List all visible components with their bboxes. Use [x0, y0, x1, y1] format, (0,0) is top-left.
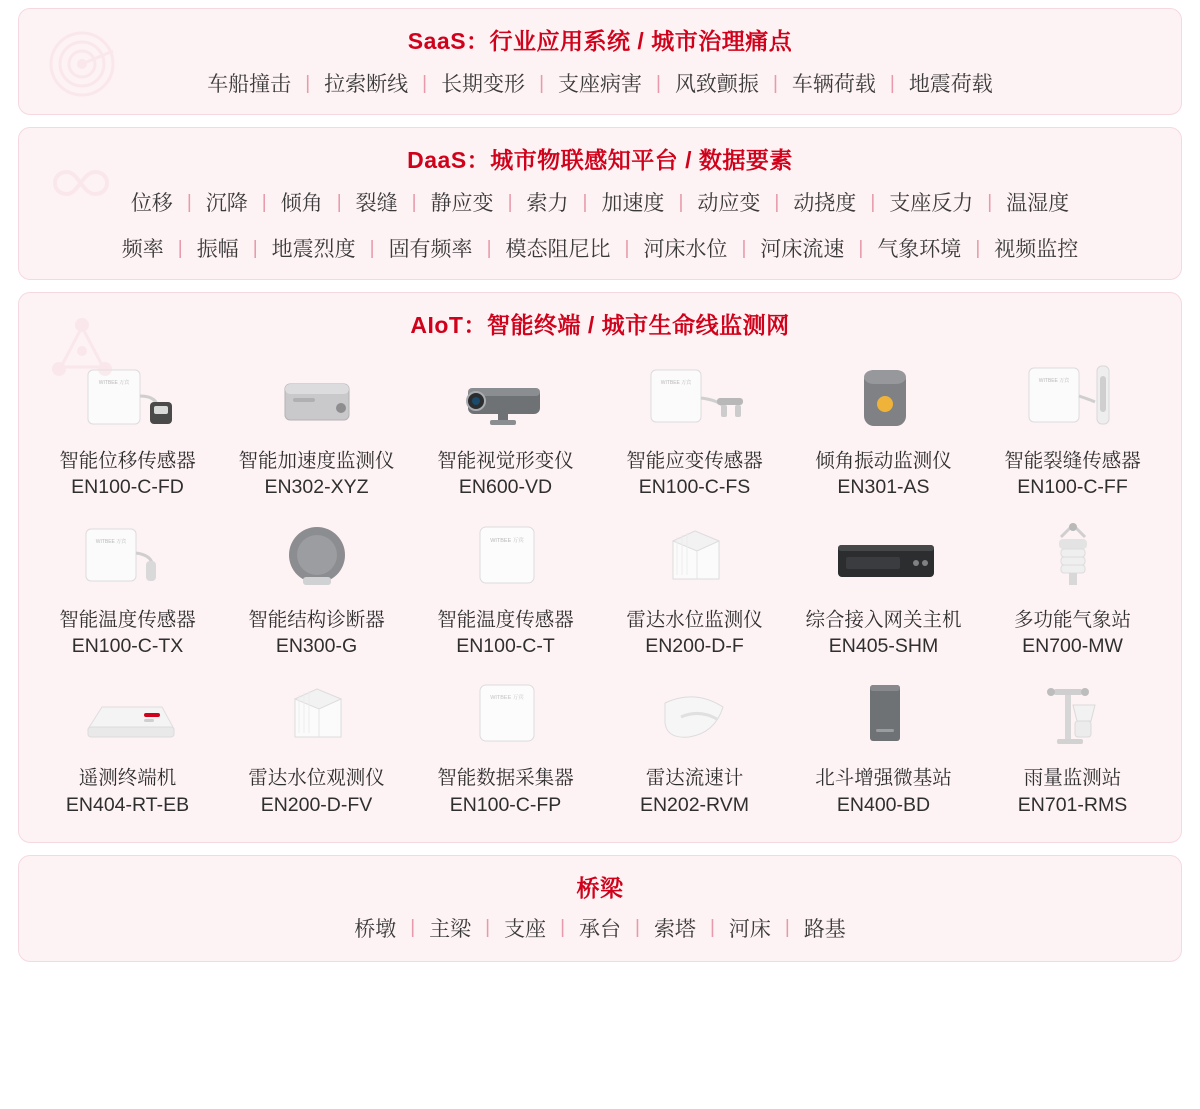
- device-card[interactable]: [222, 669, 411, 824]
- list-item: 河床流速: [760, 238, 845, 261]
- divider: |: [411, 191, 417, 213]
- bridge-item-list: [19, 907, 1181, 961]
- list-item: 拉索断线: [324, 73, 409, 96]
- list-item: 位移: [130, 192, 173, 215]
- saas-title-main: 行业应用系统 / 城市治理痛点: [489, 28, 793, 54]
- list-item: 桥墩: [354, 917, 397, 941]
- svg-text:WITBEE 万宾: WITBEE 万宾: [1038, 378, 1069, 384]
- device-card[interactable]: [789, 352, 978, 507]
- device-card[interactable]: [33, 511, 222, 666]
- divider: |: [261, 191, 267, 213]
- panel-temperature-probe-icon: [53, 515, 203, 601]
- divider: |: [858, 237, 864, 259]
- device-name: 遥测终端机: [78, 767, 177, 790]
- svg-text:WITBEE 万宾: WITBEE 万宾: [98, 380, 129, 386]
- device-card[interactable]: [789, 669, 978, 824]
- device-model: EN301-AS: [837, 476, 930, 499]
- device-name: 雷达流速计: [645, 767, 744, 790]
- device-model: EN302-XYZ: [264, 476, 369, 499]
- list-item: 河床水位: [643, 238, 728, 261]
- list-item: 频率: [121, 238, 164, 261]
- list-item: 河床: [728, 917, 771, 941]
- list-item: 地震荷载: [908, 73, 993, 96]
- divider: |: [177, 237, 183, 259]
- divider: |: [709, 917, 715, 939]
- white-cube-radar-icon: [620, 515, 770, 601]
- saas-panel: [18, 8, 1182, 115]
- list-item: 固有频率: [388, 238, 473, 261]
- daas-item-list-row2: [19, 233, 1181, 279]
- device-model: EN100-C-FF: [1017, 476, 1128, 499]
- list-item: 承台: [579, 917, 621, 941]
- white-flat-panel-icon: [431, 515, 581, 601]
- daas-panel: [18, 127, 1182, 280]
- device-name: 综合接入网关主机: [805, 608, 962, 631]
- device-card[interactable]: [978, 669, 1167, 824]
- svg-text:WITBEE 万宾: WITBEE 万宾: [660, 380, 691, 386]
- divider: |: [772, 72, 778, 94]
- divider: |: [560, 917, 565, 939]
- device-model: EN405-SHM: [828, 634, 939, 657]
- device-card[interactable]: [411, 669, 600, 824]
- device-card[interactable]: [600, 669, 789, 824]
- divider: |: [870, 191, 876, 213]
- device-card[interactable]: [978, 511, 1167, 666]
- round-knob-diagnoser-icon: [242, 515, 392, 601]
- list-item: 索塔: [653, 917, 696, 941]
- device-model: EN100-C-TX: [71, 634, 184, 657]
- list-item: 视频监控: [994, 238, 1079, 261]
- svg-text:WITBEE 万宾: WITBEE 万宾: [95, 538, 126, 545]
- panel-sensor-with-cable-icon: [53, 356, 203, 442]
- device-name: 倾角振动监测仪: [815, 450, 952, 472]
- divider: |: [410, 917, 416, 939]
- aiot-panel: [18, 292, 1182, 843]
- svg-text:WITBEE 万宾: WITBEE 万宾: [489, 537, 524, 544]
- list-item: 沉降: [205, 192, 248, 215]
- list-item: 车船撞击: [207, 73, 292, 96]
- device-name: 智能温度传感器: [437, 608, 574, 631]
- daas-title-prefix: DaaS：: [407, 147, 491, 173]
- divider: |: [889, 72, 895, 94]
- svg-text:WITBEE 万宾: WITBEE 万宾: [489, 695, 524, 702]
- divider: |: [186, 191, 192, 213]
- panel-crack-meter-icon: [998, 356, 1148, 442]
- divider: |: [539, 72, 544, 94]
- saas-title: [19, 9, 1181, 62]
- device-name: 雨量监测站: [1023, 767, 1122, 790]
- device-card[interactable]: [789, 511, 978, 666]
- device-name: 多功能气象站: [1013, 608, 1131, 631]
- rack-gateway-host-icon: [809, 515, 959, 601]
- device-model: EN700-MW: [1022, 634, 1123, 657]
- bridge-title: 桥梁: [576, 874, 624, 901]
- device-card[interactable]: [222, 352, 411, 507]
- divider: |: [582, 191, 588, 213]
- list-item: 裂缝: [355, 192, 398, 215]
- device-card[interactable]: [978, 352, 1167, 507]
- weather-station-icon: [998, 515, 1148, 601]
- rounded-gray-module-icon: [809, 356, 959, 442]
- list-item: 温湿度: [1006, 192, 1070, 215]
- list-item: 长期变形: [441, 73, 526, 96]
- daas-item-list-row1: [19, 181, 1181, 233]
- device-name: 智能加速度监测仪: [238, 450, 395, 472]
- device-card[interactable]: [600, 352, 789, 507]
- list-item: 动挠度: [793, 192, 857, 215]
- telemetry-terminal-icon: [53, 673, 203, 759]
- device-model: EN100-C-FD: [71, 476, 184, 499]
- device-model: EN100-C-FP: [449, 793, 562, 816]
- list-item: 动应变: [697, 192, 761, 215]
- device-model: EN701-RMS: [1017, 793, 1128, 816]
- list-item: 支座病害: [558, 73, 642, 96]
- divider: |: [507, 191, 513, 213]
- device-name: 智能温度传感器: [59, 608, 196, 631]
- divider: |: [975, 237, 981, 259]
- device-model: EN300-G: [275, 634, 358, 657]
- list-item: 支座: [504, 917, 547, 941]
- list-item: 路基: [803, 917, 846, 941]
- white-cube-radar-icon: [242, 673, 392, 759]
- device-name: 智能结构诊断器: [248, 608, 385, 631]
- bridge-panel: [18, 855, 1182, 962]
- divider: |: [784, 917, 790, 939]
- daas-title: [19, 128, 1181, 181]
- radar-velocity-meter-icon: [620, 673, 770, 759]
- device-card[interactable]: [411, 511, 600, 666]
- list-item: 风致颤振: [674, 73, 759, 96]
- divider: |: [635, 917, 640, 939]
- aiot-title-main: 智能终端 / 城市生命线监测网: [486, 312, 790, 338]
- device-grid: [19, 346, 1181, 842]
- divider: |: [486, 237, 492, 259]
- metal-box-accelerometer-icon: [242, 356, 392, 442]
- aiot-title-prefix: AIoT：: [410, 312, 487, 338]
- device-card[interactable]: [33, 352, 222, 507]
- device-model: EN600-VD: [458, 476, 553, 499]
- list-item: 模态阻尼比: [505, 238, 611, 261]
- device-card[interactable]: [600, 511, 789, 666]
- device-model: EN200-D-F: [645, 634, 744, 657]
- device-model: EN400-BD: [836, 793, 931, 816]
- divider: |: [252, 237, 258, 259]
- saas-item-list: [19, 62, 1181, 114]
- device-card[interactable]: [33, 669, 222, 824]
- daas-title-main: 城市物联感知平台 / 数据要素: [490, 147, 793, 173]
- gray-tower-module-icon: [809, 673, 959, 759]
- divider: |: [422, 72, 428, 94]
- device-name: 智能裂缝传感器: [1004, 450, 1141, 472]
- device-name: 智能应变传感器: [626, 450, 763, 472]
- list-item: 主梁: [429, 917, 472, 941]
- divider: |: [656, 72, 661, 94]
- list-item: 地震烈度: [271, 238, 356, 261]
- white-flat-collector-icon: [431, 673, 581, 759]
- device-name: 北斗增强微基站: [815, 767, 952, 790]
- device-model: EN404-RT-EB: [65, 793, 190, 816]
- device-name: 智能视觉形变仪: [437, 450, 574, 472]
- list-item: 索力: [526, 192, 569, 215]
- device-name: 智能数据采集器: [437, 767, 574, 790]
- panel-strain-gauge-icon: [620, 356, 770, 442]
- divider: |: [987, 191, 993, 213]
- device-model: EN200-D-FV: [260, 793, 373, 816]
- divider: |: [336, 191, 342, 213]
- divider: |: [305, 72, 311, 94]
- divider: |: [678, 191, 684, 213]
- divider: |: [741, 237, 747, 259]
- list-item: 车辆荷载: [791, 73, 876, 96]
- saas-title-prefix: SaaS：: [407, 28, 490, 54]
- list-item: 支座反力: [889, 192, 974, 215]
- divider: |: [369, 237, 375, 259]
- list-item: 倾角: [280, 192, 323, 215]
- divider: |: [485, 917, 491, 939]
- device-card[interactable]: [222, 511, 411, 666]
- device-model: EN202-RVM: [639, 793, 750, 816]
- list-item: 气象环境: [877, 238, 962, 261]
- list-item: 加速度: [601, 192, 665, 215]
- list-item: 振幅: [196, 238, 239, 261]
- device-model: EN100-C-FS: [638, 476, 751, 499]
- divider: |: [624, 237, 630, 259]
- bullet-camera-icon: [431, 356, 581, 442]
- list-item: 静应变: [430, 192, 494, 215]
- aiot-title: [19, 293, 1181, 346]
- device-model: EN100-C-T: [456, 634, 555, 657]
- device-name: 雷达水位监测仪: [626, 608, 763, 631]
- rain-gauge-station-icon: [998, 673, 1148, 759]
- device-name: 智能位移传感器: [59, 450, 196, 472]
- device-card[interactable]: [411, 352, 600, 507]
- device-name: 雷达水位观测仪: [248, 767, 385, 790]
- divider: |: [774, 191, 780, 213]
